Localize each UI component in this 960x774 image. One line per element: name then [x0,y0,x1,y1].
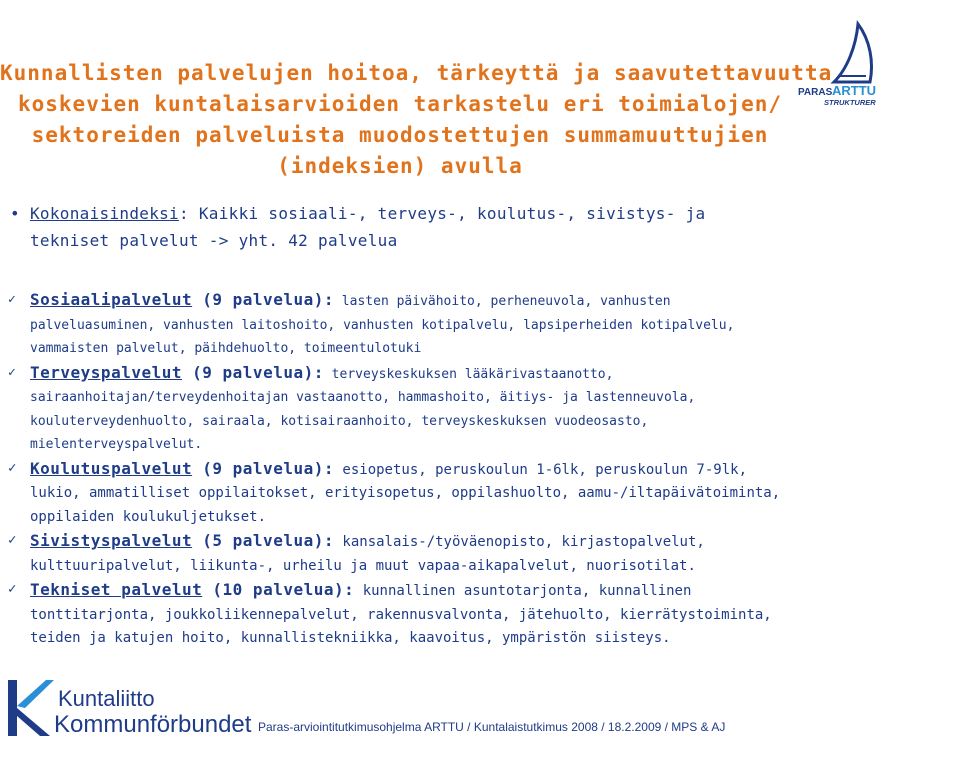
item-text: esiopetus, peruskoulun 1-6lk, peruskoulun 7-9lk, [333,461,747,478]
logo-arttu-text: ARTTU [832,83,877,98]
sail-icon [834,24,872,82]
item-text: kansalais-/työväenopisto, kirjastopalvelut, [333,534,705,550]
kuntaliitto-mark-icon [8,680,54,736]
kuntaliitto-logo [6,676,256,742]
item-text: kunnallinen asuntotarjonta, kunnallinen [354,583,692,599]
paras-arttu-logo [796,20,896,110]
bullet-icon: • [10,204,20,223]
item-heading: Sivistyspalvelut [30,531,193,550]
item-text: kulttuuripalvelut, liikunta-, urheilu ja muut vapaa-aikapalvelut, nuorisotilat. [30,557,696,574]
checkmark-icon: ✓ [8,364,16,380]
item-count: (9 palvelua): [192,458,334,478]
logo-kommunforbundet-text: Kommunförbundet [54,711,252,738]
intro-bullet [10,200,800,254]
item-text: mielenterveyspalvelut. [30,437,203,452]
logo-kuntaliitto-text: Kuntaliitto [58,686,155,711]
checkmark-icon: ✓ [8,459,17,476]
list-item-sivistyspalvelut [8,529,838,578]
item-text: vammaisten palvelut, päihdehuolto, toimeentulotuki [30,341,422,356]
item-heading: Terveyspalvelut [30,362,182,382]
item-count: (10 palvelua): [202,580,355,599]
checkmark-icon: ✓ [8,292,16,307]
item-text: kouluterveydenhuolto, sairaala, kotisairaanhoito, terveyskeskuksen vuodeosasto, [30,413,649,429]
item-count: (9 palvelua): [182,362,324,382]
title-line: (indeksien) avulla [277,154,523,178]
item-heading: Sosiaalipalvelut [30,290,193,309]
item-text: palveluasuminen, vanhusten laitoshoito, vanhusten kotipalvelu, lapsiperheiden kotipalvelu, [30,317,735,333]
item-heading: Tekniset palvelut [30,580,203,599]
intro-text: : Kaikki sosiaali-, terveys-, koulutus-, sivistys- ja [179,204,706,223]
title-line: koskevien kuntalaisarvioiden tarkastelu eri toimialojen/ [17,92,782,116]
logo-paras-text: PARAS [798,87,833,98]
footer-caption: Paras-arviointitutkimusohjelma ARTTU / Kuntalaistutkimus 2008 / 18.2.2009 / MPS & AJ [258,720,726,734]
item-text: teiden ja katujen hoito, kunnallistekniikka, kaavoitus, ympäristön siisteys. [30,630,671,646]
item-text: terveyskeskuksen lääkärivastaanotto, [323,366,614,382]
list-item-terveyspalvelut [8,361,838,457]
checkmark-icon: ✓ [8,581,17,597]
intro-term: Kokonaisindeksi [30,204,179,223]
title-line: sektoreiden palveluista muodostettujen summamuuttujien [31,123,769,147]
intro-text: tekniset palvelut -> yht. 42 palvelua [30,231,398,250]
list-item-tekniset-palvelut [8,578,838,651]
item-text: tonttitarjonta, joukkoliikennepalvelut, rakennusvalvonta, jätehuolto, kierrätystoiminta, [30,606,772,623]
item-heading: Koulutuspalvelut [30,458,193,478]
item-text: sairaanhoitajan/terveydenhoitajan vastaanotto, hammashoito, äitiys- ja lastenneuvola, [30,390,696,405]
item-count: (5 palvelua): [192,531,334,550]
item-text: lukio, ammatilliset oppilaitokset, erityisopetus, oppilashuolto, aamu-/iltapäivätoiminta, [30,485,781,501]
item-count: (9 palvelua): [192,290,334,309]
logo-strukturer-text: STRUKTURER [824,98,876,107]
title-line: Kunnallisten palvelujen hoitoa, tärkeyttä ja saavutettavuutta [0,61,833,85]
service-list [8,288,838,651]
list-item-sosiaalipalvelut [8,288,838,361]
checkmark-icon: ✓ [8,532,17,548]
item-text: lasten päivähoito, perheneuvola, vanhusten [333,294,671,309]
list-item-koulutuspalvelut [8,457,838,530]
item-text: oppilaiden koulukuljetukset. [30,508,267,525]
